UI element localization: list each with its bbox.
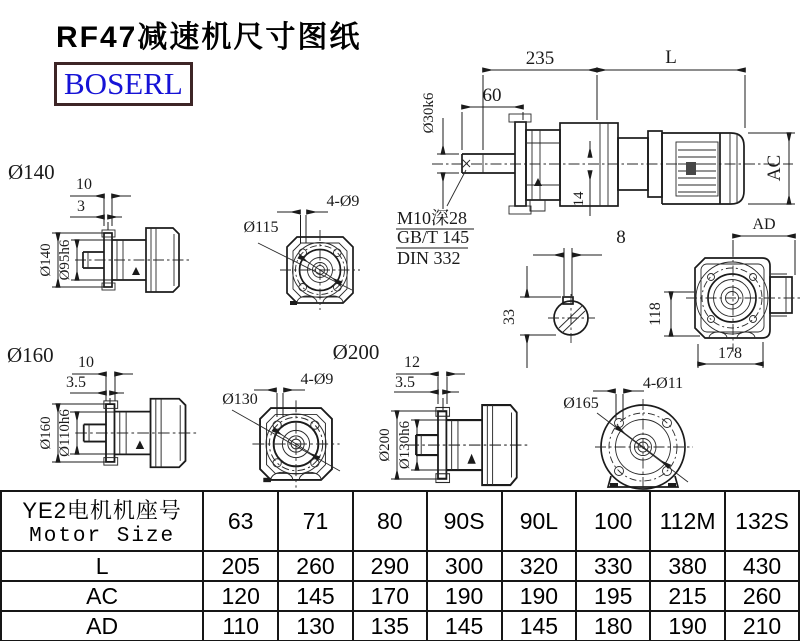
size-col: 90L [502,491,577,551]
view-label-200: Ø200 [332,340,380,364]
cell-AC: 195 [576,581,650,611]
view-label-140: Ø140 [8,160,55,184]
dim-spigot-110h6: Ø110h6 [57,409,73,457]
cell-AD: 190 [650,611,725,641]
cell-L: 430 [725,551,799,581]
flange140-side-view [8,160,190,292]
motor-size-table [0,490,800,641]
dim-spigot-130h6: Ø130h6 [397,420,413,470]
dim-118: 118 [647,302,664,326]
cell-AC: 145 [278,581,353,611]
dim-keyway-width: 8 [616,227,626,248]
brand-logo: BOSERL [54,62,193,106]
cell-AC: 120 [203,581,278,611]
dim-bolt-circle-115: Ø115 [243,219,279,236]
dim-14: 14 [571,191,587,207]
dim-bolt-circle-165: Ø165 [563,395,599,412]
cell-AC: 260 [725,581,799,611]
dim-shaft-diameter: Ø30k6 [421,92,437,134]
dim-10: 10 [76,176,92,193]
cell-AD: 210 [725,611,799,641]
flange130-front-view [222,371,340,488]
cell-AD: 145 [427,611,502,641]
main-side-view [396,47,795,268]
row-label-AC: AC [1,581,203,611]
flange115-front-view [244,193,360,310]
row-label-AD: AD [1,611,203,641]
header-motor-size-cn: YE2电机机座号 [22,498,182,523]
dim-AC: AC [764,154,785,182]
dim-bolt-holes: 4-Ø9 [326,193,360,210]
dim-178: 178 [718,345,742,362]
cell-AC: 170 [353,581,427,611]
note-thread: M10深28 [397,208,468,228]
dim-3: 3 [77,198,85,215]
cell-L: 290 [353,551,427,581]
dim-bolt-holes: 4-Ø9 [300,371,334,388]
dim-od-140: Ø140 [38,243,54,277]
dim-bolt-circle-130: Ø130 [222,391,258,408]
cell-AD: 110 [203,611,278,641]
rear-view [647,216,800,368]
size-col: 63 [203,491,278,551]
dim-12: 12 [404,354,420,371]
dim-10: 10 [78,354,94,371]
size-col: 132S [725,491,799,551]
header-motor-size [1,491,203,551]
cell-AC: 215 [650,581,725,611]
shaft-key-section-view [501,227,626,368]
dim-3-5: 3.5 [66,374,86,391]
dim-od-200: Ø200 [377,428,393,462]
note-gb-standard: GB/T 145 [397,227,470,247]
size-col: 90S [427,491,502,551]
row-label-L: L [1,551,203,581]
size-col: 112M [650,491,725,551]
view-label-160: Ø160 [7,343,54,367]
cell-L: 300 [427,551,502,581]
header-motor-size-en: Motor Size [29,525,176,548]
size-col: 71 [278,491,353,551]
page-title: RF47减速机尺寸图纸 [56,21,362,54]
size-col: 100 [576,491,650,551]
cell-AC: 190 [427,581,502,611]
cell-AD: 130 [278,611,353,641]
cell-AD: 180 [576,611,650,641]
size-col: 80 [353,491,427,551]
flange160-side-view [7,343,197,467]
flange200-side-view [333,340,529,485]
dim-L: L [665,47,677,68]
dim-key-height: 33 [501,309,518,325]
flange165-front-view [563,375,693,492]
dim-spigot-95h6: Ø95h6 [57,239,73,281]
cell-AD: 145 [502,611,577,641]
dim-bolt-holes: 4-Ø11 [642,375,684,392]
cell-L: 330 [576,551,650,581]
dim-60: 60 [482,85,502,106]
cell-AC: 190 [502,581,577,611]
dim-235: 235 [525,48,555,69]
cell-L: 205 [203,551,278,581]
cell-AD: 135 [353,611,427,641]
note-din-standard: DIN 332 [397,248,461,268]
dim-3-5: 3.5 [395,374,415,391]
cell-L: 260 [278,551,353,581]
cell-L: 320 [502,551,577,581]
dim-AD: AD [752,216,776,233]
cell-L: 380 [650,551,725,581]
dim-od-160: Ø160 [38,416,54,450]
